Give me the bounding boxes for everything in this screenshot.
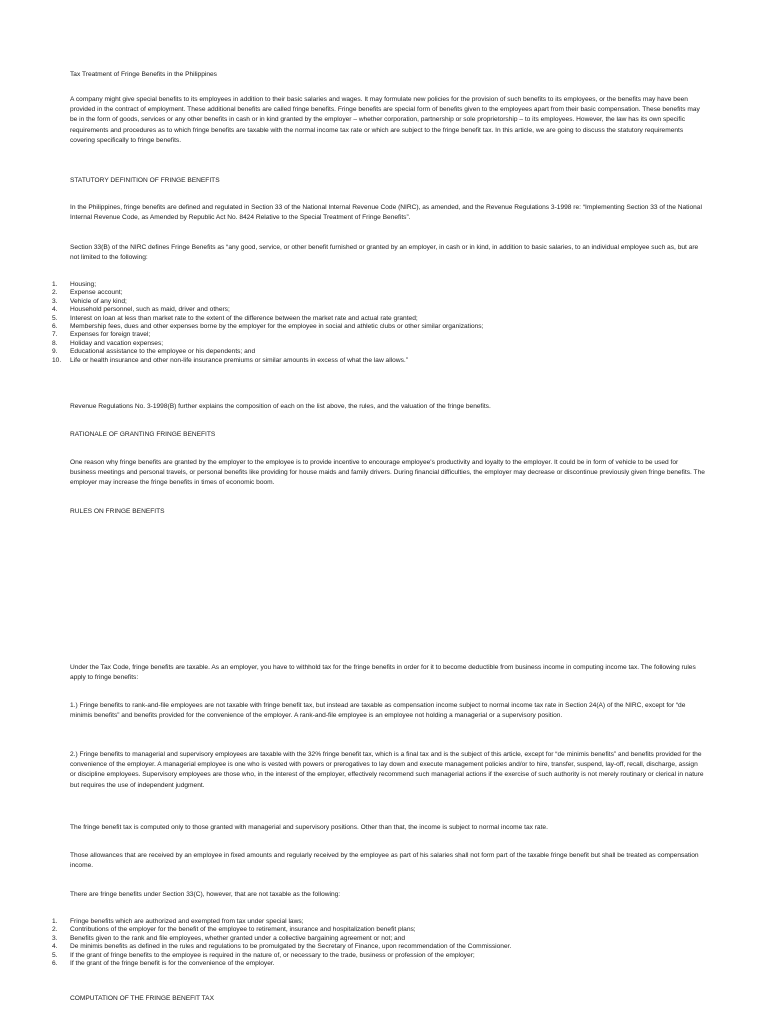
rules-paragraph-1: Under the Tax Code, fringe benefits are taxable. As an employer, you have to withhold tax for the fringe benefits in order for it to become deductible from business income in computing income tax. The following rules apply to fringe benefits: <box>70 664 696 682</box>
statutory-paragraph-2: Section 33(B) of the NIRC defines Fringe Benefits as “any good, service, or other benefit furnished or granted by an employer, in cash or in kind, in addition to basic salaries, to an individual employee such as, but are not limited to the following: <box>70 244 699 262</box>
list-item: 7. Expenses for foreign travel; <box>52 331 151 339</box>
list-item: 2. Contributions of the employer for the benefit of the employee to retirement, insurance and hospitalization benefit plans; <box>52 926 416 934</box>
heading-rules: RULES ON FRINGE BENEFITS <box>70 508 165 515</box>
list-item: 6. If the grant of the fringe benefit is for the convenience of the employer. <box>52 960 275 968</box>
list-item: 9. Educational assistance to the employee or his dependents; and <box>52 348 256 356</box>
rules-paragraph-3: 2.) Fringe benefits to managerial and supervisory employees are taxable with the 32% fringe benefit tax, which is a final tax and is the subject of this article, except for “de minimis benefits” and benefits provided for the convenience of the employer. A managerial employee is one who is vested with powers or prerogatives to lay down and execute management policies and/or to hire, transfer, suspend, lay-off, recall, discharge, assign or discipline employees. Supervisory employees are those who, in the interest of the employer, effectively recommend such managerial actions if the exercise of such authority is not merely routinary or clerical in nature but requires the use of independent judgment. <box>70 751 704 789</box>
rules-paragraph-4: The fringe benefit tax is computed only to those granted with managerial and supervisory positions. Other than that, the income is subject to normal income tax rate. <box>70 824 548 831</box>
rules-paragraph-2: 1.) Fringe benefits to rank-and-file employees are not taxable with fringe benefit tax, but instead are taxable as compensation income subject to normal income tax rate in Section 24(A) of the NIRC, except for “de minimis benefits” and benefits provided for the convenience of the employer. A rank-and-file employee is an employee not holding a managerial or a supervisory position. <box>70 702 686 720</box>
rules-paragraph-6: There are fringe benefits under Section 33(C), however, that are not taxable as the following: <box>70 891 341 898</box>
list-item: 8. Holiday and vacation expenses; <box>52 339 164 347</box>
document-title: Tax Treatment of Fringe Benefits in the Philippines <box>70 71 217 78</box>
heading-statutory-definition: STATUTORY DEFINITION OF FRINGE BENEFITS <box>70 177 220 184</box>
fringe-benefits-list <box>52 281 712 365</box>
statutory-paragraph-1: In the Philippines, fringe benefits are defined and regulated in Section 33 of the National Internal Revenue Code (NIRC), as amended, and the Revenue Regulations 3-1998 re: “Implementing Section 33 of the National Internal Revenue Code, as Amended by Republic Act No. 8424 Relative to the Special Treatment of Fringe Benefits”. <box>70 204 702 222</box>
list-item: 1. Housing; <box>52 281 97 288</box>
list-item: 5. Interest on loan at less than market rate to the extent of the difference between the market rate and actual rate granted; <box>52 314 418 322</box>
heading-computation: COMPUTATION OF THE FRINGE BENEFIT TAX <box>70 995 214 1002</box>
intro-paragraph: A company might give special benefits to its employees in addition to their basic salaries and wages. It may formulate new policies for the provision of such benefits to its employees, or the benefits may have been provided in the contract of employment. These additional benefits are called fringe benefits. Fringe benefits are special form of benefits given to the employees apart from their basic compensation. These benefits may be in the form of goods, services or any other benefits in cash or in kind granted by the employer – whether corporation, partnership or sole proprietorship – to its employees. However, the law has its own specific requirements and procedures as to which fringe benefits are taxable with the normal income tax rate or which are subject to the fringe benefit tax. In this article, we are going to discuss the statutory requirements covering specifically to fringe benefits. <box>70 96 700 144</box>
non-taxable-benefits-list <box>52 918 712 968</box>
list-item: 10. Life or health insurance and other non-life insurance premiums or similar amounts in excess of what the law allows.” <box>52 356 408 364</box>
list-item: 4. De minimis benefits as defined in the rules and regulations to be promulgated by the Secretary of Finance, upon recommendation of the Commissioner. <box>52 943 512 951</box>
list-item: 3. Benefits given to the rank and file employees, whether granted under a collective bargaining agreement or not; and <box>52 934 406 942</box>
list-item: 2. Expense account; <box>52 289 123 297</box>
statutory-paragraph-3: Revenue Regulations No. 3-1998(B) further explains the composition of each on the list above, the rules, and the valuation of the fringe benefits. <box>70 403 491 410</box>
list-item: 4. Household personnel, such as maid, driver and others; <box>52 306 230 314</box>
rules-paragraph-5: Those allowances that are received by an employee in fixed amounts and regularly received by the employee as part of his salaries shall not form part of the taxable fringe benefit but shall be treated as compensation income. <box>70 852 699 870</box>
list-item: 5. If the grant of fringe benefits to the employee is required in the nature of, or necessary to the trade, business or profession of the employer; <box>52 951 475 959</box>
rationale-paragraph: One reason why fringe benefits are granted by the employer to the employee is to provide incentive to encourage employee's productivity and loyalty to the employer. It could be in form of vehicle to be used for business meetings and personal travels, or personal benefits like providing for house maids and family drivers. During financial difficulties, the employer may decrease or discontinue previously given fringe benefits. The employer may increase the fringe benefits in times of economic boom. <box>70 459 705 487</box>
heading-rationale: RATIONALE OF GRANTING FRINGE BENEFITS <box>70 431 216 438</box>
list-item: 3. Vehicle of any kind; <box>52 297 127 305</box>
list-item: 6. Membership fees, dues and other expenses borne by the employer for the employee in social and athletic clubs or other similar organizations; <box>52 323 484 331</box>
list-item: 1. Fringe benefits which are authorized and exempted from tax under special laws; <box>52 918 304 925</box>
